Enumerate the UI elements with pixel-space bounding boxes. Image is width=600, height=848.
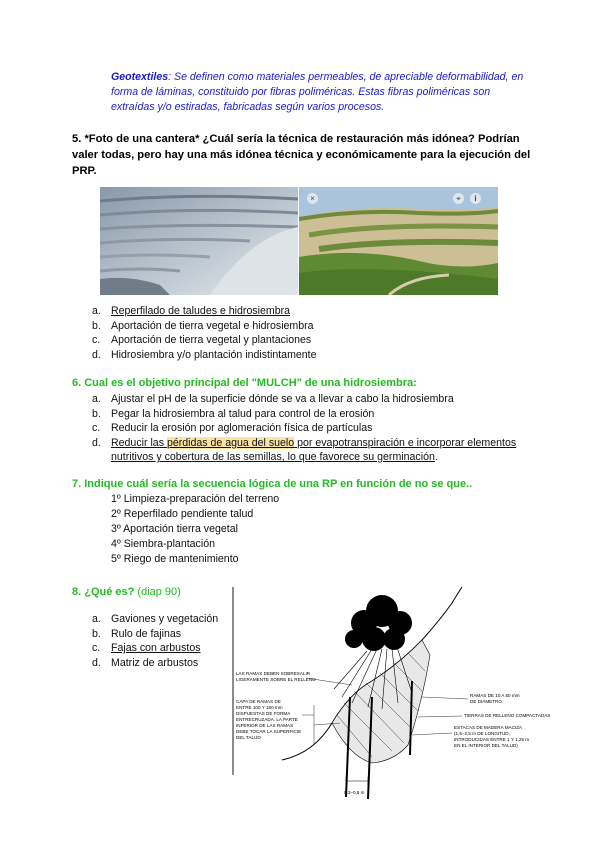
q8-option-a: a. Gaviones y vegetación bbox=[92, 613, 219, 625]
q5-option-d: d. Hidrosiembra y/o plantación indistintamente bbox=[92, 348, 317, 361]
label-right-stakes: ESTACAS DE MADERA MACIZA (1,5–2,5 m DE LONGITUD, INTRODUCIDAS ENTRE 1 Y 1,25 m EN EL INTERIOR DEL TALUD) bbox=[454, 725, 530, 748]
geotextiles-term: Geotextiles bbox=[111, 71, 169, 83]
dimension-label: 0,3–0,5 m bbox=[344, 790, 365, 795]
question-6: 6. Cual es el objetivo principal del "MULCH" de una hidrosiembra: bbox=[72, 377, 417, 389]
label-left: CAPA DE RAMAS DE ENTRE 100 Y 150 mm DISPUESTAS DE FORMA ENTRECRUZADA. LA PARTE INFERIOR DE LAS RAMAS DEBE TOCAR LA SUPERFICIE DEL TALUD bbox=[236, 699, 302, 740]
geotextiles-text: : Se definen como materiales permeables, de apreciable deformabilidad, en forma de láminas, constituido por fibras poliméricas. Estas fibras poliméricas son extraídas y/o estiradas, fabricadas según varios procesos. bbox=[111, 71, 524, 113]
lens-icon[interactable]: ⌖ bbox=[453, 193, 464, 204]
q6-options bbox=[92, 392, 532, 465]
q7-sequence bbox=[111, 492, 279, 567]
question-8: 8. ¿Qué es? (diap 90) bbox=[72, 586, 181, 598]
q8-option-d: d. Matriz de arbustos bbox=[92, 656, 199, 669]
q6-option-c: c. Reducir la erosión por aglomeración física de partículas bbox=[92, 422, 373, 434]
q8-options bbox=[92, 612, 218, 670]
q6-option-b: b. Pegar la hidrosiembra al talud para control de la erosión bbox=[92, 407, 375, 420]
close-icon[interactable]: × bbox=[307, 193, 318, 204]
quarry-photo-1 bbox=[100, 187, 298, 295]
q6-option-d: d. Reducir las pérdidas de agua del suelo por evapotranspiración e incorporar elementos nutritivos y cobertura de las semillas, lo que favorece su germinación. bbox=[92, 436, 517, 463]
label-right-branches: RAMAS DE 10 A 50 mm DE DIÁMETRO bbox=[470, 693, 520, 704]
info-icon[interactable]: i bbox=[470, 193, 481, 204]
question-7: 7. Indique cuál sería la secuencia lógica de una RP en función de no se que.. bbox=[72, 478, 473, 490]
question-5: 5. *Foto de una cantera* ¿Cuál sería la técnica de restauración más idónea? Podrían valer todas, pero hay una más idónea técnica y económicamente para la ejecución del PRP. bbox=[72, 133, 531, 177]
q8-option-c: c. Fajas con arbustos bbox=[92, 642, 201, 654]
q7-step-3: 3º Aportación tierra vegetal bbox=[111, 523, 238, 535]
q6-option-a: a. Ajustar el pH de la superficie dónde se va a llevar a cabo la hidrosiembra bbox=[92, 393, 454, 405]
q8-option-b: b. Rulo de fajinas bbox=[92, 627, 182, 640]
q7-step-2: 2º Reperfilado pendiente talud bbox=[111, 508, 254, 520]
q7-step-5: 5º Riego de mantenimiento bbox=[111, 553, 239, 565]
label-top-left: LAS RAMAS DEBEN SOBRESALIR LIGERAMENTE SOBRE EL RELLENO bbox=[236, 671, 316, 682]
q5-option-b: b. Aportación de tierra vegetal e hidrosiembra bbox=[92, 319, 314, 332]
quarry-photo-2 bbox=[299, 187, 498, 295]
fajinas-diagram bbox=[222, 585, 582, 817]
geotextiles-definition bbox=[111, 70, 531, 115]
q7-step-4: 4º Siembra-plantación bbox=[111, 538, 215, 550]
q5-option-a: a. Reperfilado de taludes e hidrosiembra bbox=[92, 305, 291, 317]
label-right-fill: TIERRAS DE RELLENO COMPACTADAS bbox=[464, 713, 551, 718]
q5-options bbox=[92, 304, 317, 362]
q7-step-1: 1º Limpieza-preparación del terreno bbox=[111, 493, 280, 505]
q5-option-c: c. Aportación de tierra vegetal y plantaciones bbox=[92, 334, 312, 346]
tree-canopy bbox=[345, 595, 412, 651]
